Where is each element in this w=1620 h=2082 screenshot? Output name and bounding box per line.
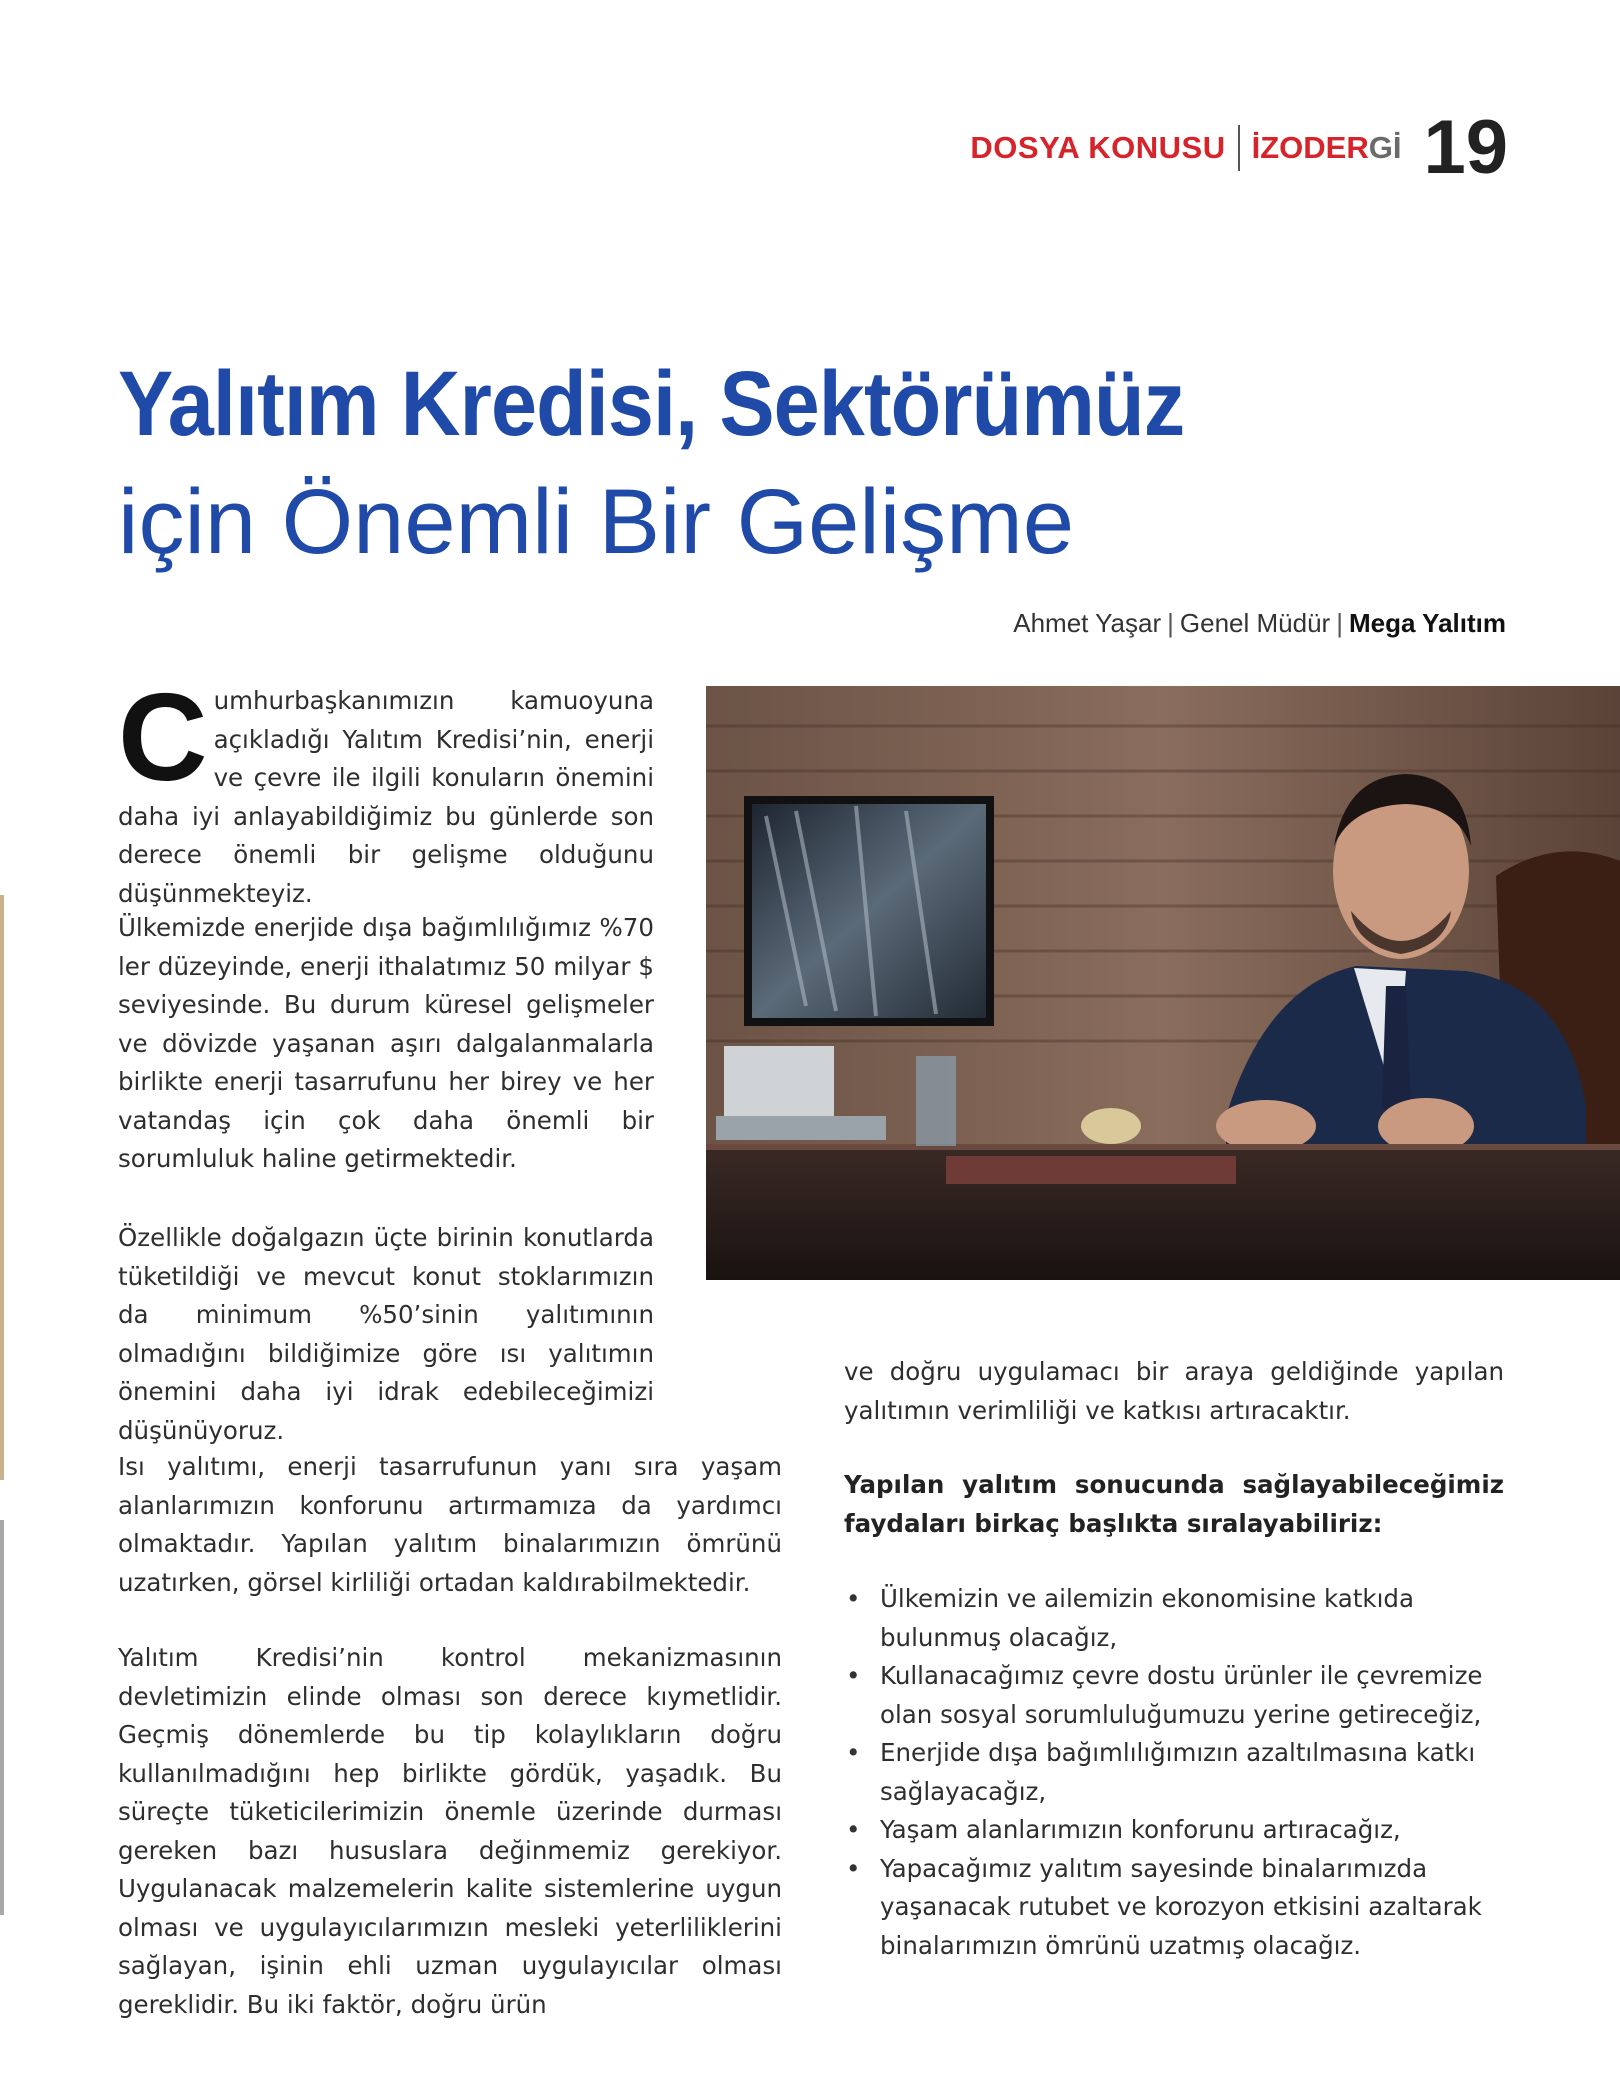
benefits-list [844, 1580, 1504, 1965]
author-company: Mega Yalıtım [1348, 608, 1506, 638]
paragraph-4: Isı yalıtımı, enerji tasarrufunun yanı sıra yaşam alanlarımızın konforunu artırmamıza da yardımcı olmaktadır. Yapılan yalıtım binalarımızın ömrünü uzatırken, görsel kirliliği ortadan kaldırabilmektedir. [118, 1452, 782, 1597]
paragraph-col2-continuation: ve doğru uygulamacı bir araya geldiğinde yapılan yalıtımın verimliliği ve katkısı artıracaktır. [844, 1357, 1504, 1425]
paragraph-intro-text: umhurbaşkanımızın kamuoyuna açıkladığı Yalıtım Kredisi’nin, enerji ve çevre ile ilgili konuların önemini daha iyi anlayabildiğimiz bu günlerde son derece önemli bir gelişme olduğunu düşünmekteyiz. [118, 686, 654, 908]
benefits-heading: Yapılan yalıtım sonucunda sağlayabileceğimiz faydaları birkaç başlıkta sıralayabiliriz: [844, 1470, 1504, 1538]
author-role: Genel Müdür [1179, 608, 1331, 638]
article-title-line1: Yalıtım Kredisi, Sektörümüz [118, 353, 1185, 455]
paragraph-2: Ülkemizde enerjide dışa bağımlılığımız %70 ler düzeyinde, enerji ithalatımız 50 milyar $ seviyesinde. Bu durum küresel gelişmeler ve dövizde yaşanan aşırı dalgalanmalarla birlikte enerji tasarrufunu her birey ve her vatandaş için çok daha önemli bir sorumluluk haline getirmektedir. [118, 913, 654, 1173]
office-portrait-illustration [706, 686, 1620, 1280]
list-item: • Yaşam alanlarımızın konforunu artıracağız, [844, 1811, 1504, 1850]
paragraph-5: Yalıtım Kredisi’nin kontrol mekanizmasının devletimizin elinde olması son derece kıymetlidir. Geçmiş dönemlerde bu tip kolaylıkların doğru kullanılmadığını hep birlikte gördük, yaşadık. Bu süreçte tüketicilerimizin önemle üzerinde durması gereken bazı hususlara değinmemiz gerekiyor. Uygulanacak malzemelerin kalite sistemlerine uygun olması ve uygulayıcılarımızın mesleki yeterliliklerini sağlayan, işinin ehli uzman uygulayıcılar olması gereklidir. Bu iki faktör, doğru ürün [118, 1643, 782, 2019]
magazine-brand-tail: Gİ [1368, 130, 1402, 165]
magazine-brand: İZODER [1251, 130, 1369, 165]
list-item: • Ülkemizin ve ailemizin ekonomisine katkıda bulunmuş olacağız, [844, 1580, 1504, 1657]
page-header [970, 105, 1508, 190]
list-item: • Kullanacağımız çevre dostu ürünler ile çevremize olan sosyal sorumluluğumuzu yerine getireceğiz, [844, 1657, 1504, 1734]
list-item: • Yapacağımız yalıtım sayesinde binalarımızda yaşanacak rutubet ve korozyon etkisini azaltarak binalarımızın ömrünü uzatmış olacağız. [844, 1850, 1504, 1966]
article-title-line2: için Önemli Bir Gelişme [118, 471, 1074, 573]
drop-cap: C [118, 669, 208, 807]
list-item: • Enerjide dışa bağımlılığımızın azaltılmasına katkı sağlayacağız, [844, 1734, 1504, 1811]
paragraph-3: Özellikle doğalgazın üçte birinin konutlarda tüketildiği ve mevcut konut stoklarımızın da minimum %50’sinin yalıtımının olmadığını bildiğimize göre ısı yalıtımın önemini daha iyi idrak edebileceğimizi düşünüyoruz. [118, 1223, 654, 1445]
page-number: 19 [1423, 105, 1508, 190]
paragraph-intro [118, 669, 654, 913]
byline: Ahmet Yaşar | Genel Müdür | Mega Yalıtım [1013, 608, 1506, 638]
author-name: Ahmet Yaşar [1013, 608, 1162, 638]
author-photo [706, 686, 1620, 1280]
page-edge-strip [0, 895, 4, 1480]
section-label: DOSYA KONUSU [970, 130, 1226, 165]
page-edge-strip-lower [0, 1520, 4, 1915]
header-divider [1238, 125, 1240, 171]
